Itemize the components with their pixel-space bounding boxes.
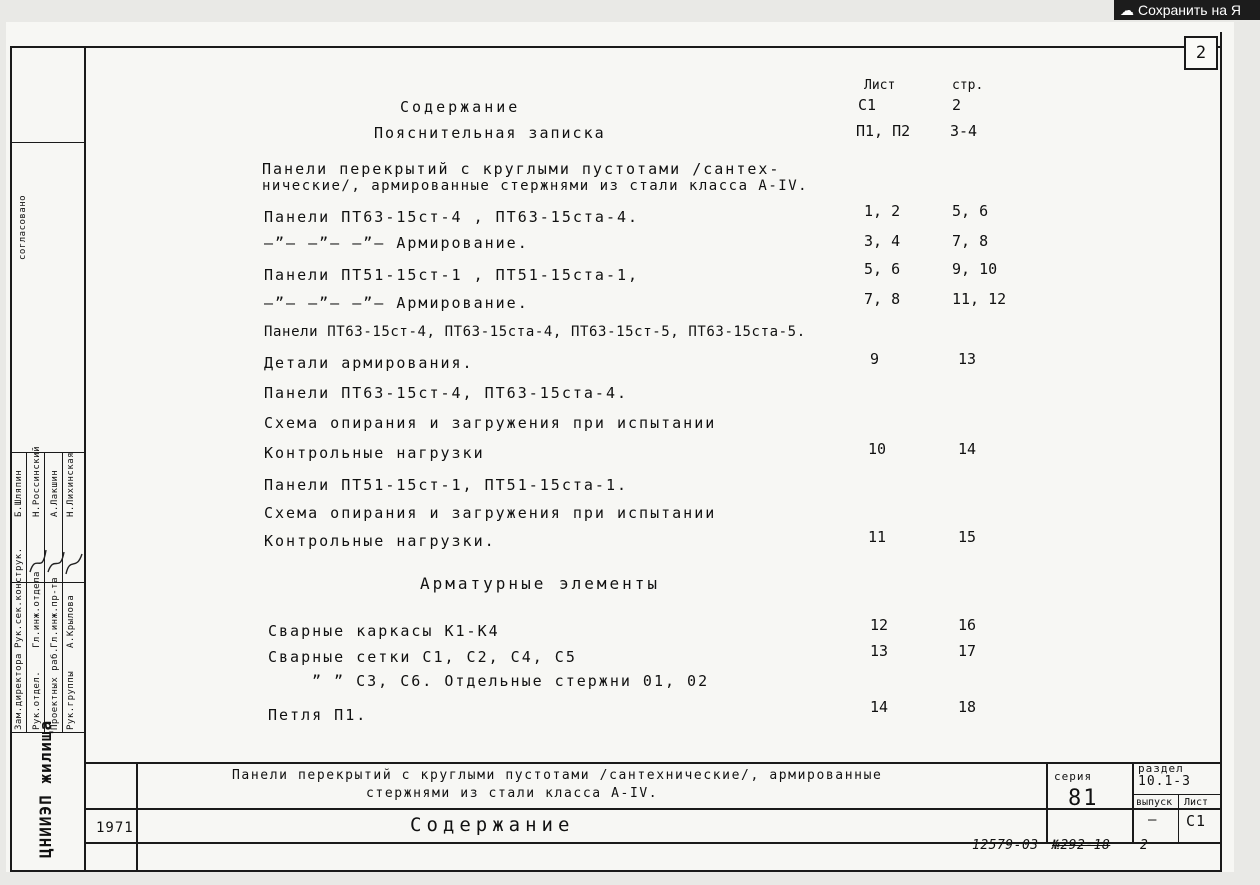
cloud-icon: ☁ — [1120, 2, 1134, 18]
sheet-cell: С1 — [858, 96, 877, 114]
approval-stamp: согласовано — [18, 194, 28, 260]
sheet-cell: 9 — [870, 350, 880, 368]
sheet-label: Лист — [1184, 797, 1209, 808]
signer-name: Н.Лихинская — [66, 451, 76, 517]
sheet-cell: 3, 4 — [864, 232, 901, 250]
page-cell: 18 — [958, 698, 977, 716]
section-label: раздел — [1138, 762, 1184, 775]
page-cell: 3-4 — [950, 122, 978, 140]
sheet-cell: 11 — [868, 528, 887, 546]
note-title: Пояснительная записка — [374, 124, 606, 142]
sheet-cell: 7, 8 — [864, 290, 901, 308]
page-cell: 9, 10 — [952, 260, 998, 278]
contents-row-text: —”— —”— —”— Армирование. — [264, 234, 529, 252]
signer-name: А.Крылова — [66, 594, 76, 648]
sheet-cell: 14 — [870, 698, 889, 716]
drawing-sheet — [6, 22, 1234, 872]
sheet-cell: П1, П2 — [856, 122, 911, 140]
page-number: 2 — [1184, 36, 1218, 70]
signer-role: Проектных раб. — [50, 647, 60, 730]
signer-role: Гл.инж.отдела — [32, 571, 42, 648]
page-cell: 17 — [958, 642, 977, 660]
sheet-cell: 5, 6 — [864, 260, 901, 278]
title-block-line1: Панели перекрытий с круглыми пустотами /сантехнические/, армированные — [232, 768, 883, 783]
signer-name: А.Лакшин — [50, 469, 60, 517]
section-heading-line: Панели перекрытий с круглыми пустотами /сантех- — [262, 160, 781, 178]
contents-row-text: Панели ПТ63-15ст-4 , ПТ63-15ста-4. — [264, 208, 640, 226]
sheet-cell: 12 — [870, 616, 889, 634]
page-cell: 7, 8 — [952, 232, 989, 250]
sheet-value: С1 — [1186, 812, 1207, 830]
signatures-image — [28, 542, 84, 582]
series-label: серия — [1054, 770, 1093, 783]
page-cell: 13 — [958, 350, 977, 368]
signer-role: Гл.инж.пр-та — [50, 576, 60, 648]
contents-row-text: Панели ПТ51-15ст-1, ПТ51-15ста-1. — [264, 476, 629, 494]
contents-row-text: Детали армирования. — [264, 354, 474, 372]
crossed-number: №292-18 — [1052, 838, 1111, 853]
save-to-yandex-button[interactable]: ☁ Сохранить на Я — [1114, 0, 1260, 20]
contents-row-text: Схема опирания и загружения при испытании — [264, 504, 717, 522]
contents-row-text: Панели ПТ51-15ст-1 , ПТ51-15ста-1, — [264, 266, 640, 284]
contents-row-text: Контрольные нагрузки — [264, 444, 485, 462]
issue-value: — — [1148, 812, 1159, 828]
title-block-line2: стержнями из стали класса А-IV. — [366, 786, 659, 801]
sheet-cell: 10 — [868, 440, 887, 458]
series-value: 81 — [1068, 786, 1099, 811]
sheet-cell: 13 — [870, 642, 889, 660]
signer-role: Рук.отдел. — [32, 670, 42, 730]
signer-role: Рук.сек.конструк. — [14, 547, 24, 648]
page-cell: 5, 6 — [952, 202, 989, 220]
contents-title: Содержание — [400, 98, 521, 116]
sheet-cell: 1, 2 — [864, 202, 901, 220]
page-cell: 16 — [958, 616, 977, 634]
signer-name: Б.Шляпин — [14, 469, 24, 517]
issue-label: выпуск — [1136, 797, 1173, 808]
signer-name: Н.Россинский — [32, 445, 42, 517]
contents-row-text: Сварные сетки С1, С2, С4, С5 — [268, 648, 577, 666]
contents-row-text: Петля П1. — [268, 706, 368, 724]
signer-role: Зам.директора — [14, 653, 24, 730]
page-cell: 11, 12 — [952, 290, 1007, 308]
document-title: Содержание — [410, 814, 575, 836]
page-cell: 15 — [958, 528, 977, 546]
column-header-sheet: Лист — [864, 78, 896, 93]
contents-row-text: ” ” С3, С6. Отдельные стержни 01, 02 — [312, 672, 710, 690]
inventory-number: 12579-03 — [972, 838, 1039, 853]
footer-page: 2 — [1140, 838, 1150, 853]
section-value: 10.1-3 — [1138, 774, 1191, 789]
organization-name: ЦНИИЭП жилища — [36, 719, 55, 858]
contents-row-text: Панели ПТ63-15ст-4, ПТ63-15ста-4, ПТ63-15ст-5, ПТ63-15ста-5. — [264, 324, 806, 340]
contents-row-text: —”— —”— —”— Армирование. — [264, 294, 529, 312]
year: 1971 — [96, 820, 134, 836]
column-header-page: стр. — [952, 78, 984, 93]
page-cell: 2 — [952, 96, 962, 114]
signer-role: Рук.группы — [66, 670, 76, 730]
contents-row-text: Панели ПТ63-15ст-4, ПТ63-15ста-4. — [264, 384, 629, 402]
section-heading-line: нические/, армированные стержнями из стали класса А-IV. — [262, 178, 809, 194]
page-cell: 14 — [958, 440, 977, 458]
contents-row-text: Контрольные нагрузки. — [264, 532, 496, 550]
elements-heading: Арматурные элементы — [420, 574, 661, 593]
contents-row-text: Схема опирания и загружения при испытании — [264, 414, 717, 432]
contents-row-text: Сварные каркасы К1-К4 — [268, 622, 500, 640]
